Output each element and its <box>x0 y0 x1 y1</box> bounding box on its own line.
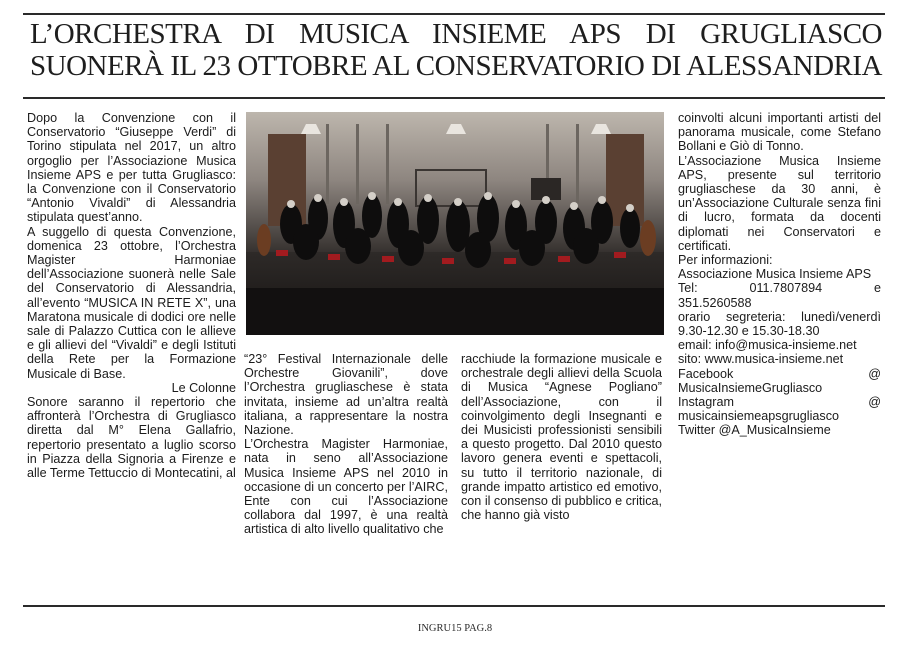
headline-line-1: L’ORCHESTRA DI MUSICA INSIEME APS DI GRUGLIASCO <box>30 18 882 50</box>
article-paragraph: L’Orchestra Magister Harmoniae, nata in seno all’Associazione Musica Insieme APS nel 2010 in occasione di un concerto per l’AIRC, Ente con cui l’Associazione collabora dal 1997, è una realtà artistica di alto livello qualitativo che <box>244 437 448 537</box>
instagram-at: @ <box>868 395 881 410</box>
phone-label: Tel: <box>678 281 698 296</box>
article-column-3 <box>461 352 662 522</box>
instagram-handle: musicainsiemeapsgrugliasco <box>678 409 839 424</box>
article-paragraph: Sonore saranno il repertorio che affronterà l’Orchestra di Grugliasco diretta dal M° Elena Gallafrio, repertorio presentato a luglio scorso in Piazza della Signoria a Firenze e alle Terme Tettuccio di Montecatini, al <box>27 395 236 481</box>
facebook-label: Facebook <box>678 366 734 381</box>
phone-conjunction: e <box>873 281 881 296</box>
contact-website: sito: www.musica-insieme.net <box>678 352 844 367</box>
instagram-row <box>678 395 881 409</box>
article-paragraph: racchiude la formazione musicale e orchestrale degli allievi della Scuola di Musica “Agnese Pogliano” dell’Associazione, con il coinvolgimento degli Insegnanti e dei Musicisti professionisti sensibili a questo progetto. Dal 2010 questo lavoro genera eventi e spettacoli, su tutto il territorio nazionale, di grande impatto artistico ed emotivo, con il consenso di pubblico e critica, che hanno già visto <box>461 352 662 523</box>
twitter-handle: Twitter @A_MusicaInsieme <box>678 423 831 438</box>
instagram-label: Instagram <box>678 395 734 410</box>
orchestra-photo-image <box>246 112 664 335</box>
orchestra-photo <box>246 112 664 335</box>
article-paragraph: “23° Festival Internazionale delle Orchestre Giovanili”, dove l’Orchestra grugliaschese è stata invitata, insieme ad un’altra realtà italiana, a rappresentare la nostra Nazione. <box>244 352 448 438</box>
article-column-2 <box>244 352 448 537</box>
phone-number-2: 351.5260588 <box>678 295 752 310</box>
article-paragraph: L’Associazione Musica Insieme APS, presente sul territorio grugliaschese da 30 anni, è un’Associazione Culturale senza fini di lucro, formata da docenti diplomati nei Conservatori e certificati. <box>678 153 881 253</box>
contact-email: email: info@musica-insieme.net <box>678 338 857 353</box>
headline-line-2: SUONERÀ IL 23 OTTOBRE AL CONSERVATORIO DI ALESSANDRIA <box>30 50 882 82</box>
contact-info-label: Per informazioni: <box>678 253 773 268</box>
bottom-rule <box>23 605 885 607</box>
phone-number-1: 011.7807894 <box>749 281 823 296</box>
article-paragraph: coinvolti alcuni importanti artisti del panorama musicale, come Stefano Bollani e Giò di Tonno. <box>678 111 881 154</box>
article-column-1 <box>27 111 236 480</box>
office-hours: orario segreteria: lunedì/venerdì 9.30-12.30 e 15.30-18.30 <box>678 309 881 339</box>
facebook-at: @ <box>868 366 881 381</box>
headline-rule <box>23 97 885 99</box>
article-paragraph: Dopo la Convenzione con il Conservatorio “Giuseppe Verdi” di Torino stipulata nel 2017, un altro orgoglio per l’Associazione Musica Insieme APS e per tutta Grugliasco: la Convenzione con il Conservatorio “Antonio Vivaldi” di Alessandria stipulata quest’anno. <box>27 111 236 225</box>
article-paragraph: A suggello di questa Convenzione, domenica 23 ottobre, l’Orchestra Magister Harmoniae dell’Associazione suonerà nelle Sale del Conservatorio di Alessandria, all’evento “MUSICA IN RETE X”, una Maratona musicale di dodici ore nelle sale di Palazzo Cuttica con le allieve e gli allievi del “Vivaldi” e degli Istituti della Rete per la Formazione Musicale di Base. <box>27 224 236 381</box>
top-rule <box>23 13 885 15</box>
page-footer: INGRU15 PAG.8 <box>417 623 493 634</box>
article-column-4 <box>678 111 881 438</box>
facebook-row <box>678 367 881 381</box>
facebook-handle: MusicaInsiemeGrugliasco <box>678 380 823 395</box>
article-paragraph-fragment: Le Colonne <box>171 380 236 395</box>
contact-organization: Associazione Musica Insieme APS <box>678 267 872 282</box>
contact-phone-row <box>678 281 881 295</box>
